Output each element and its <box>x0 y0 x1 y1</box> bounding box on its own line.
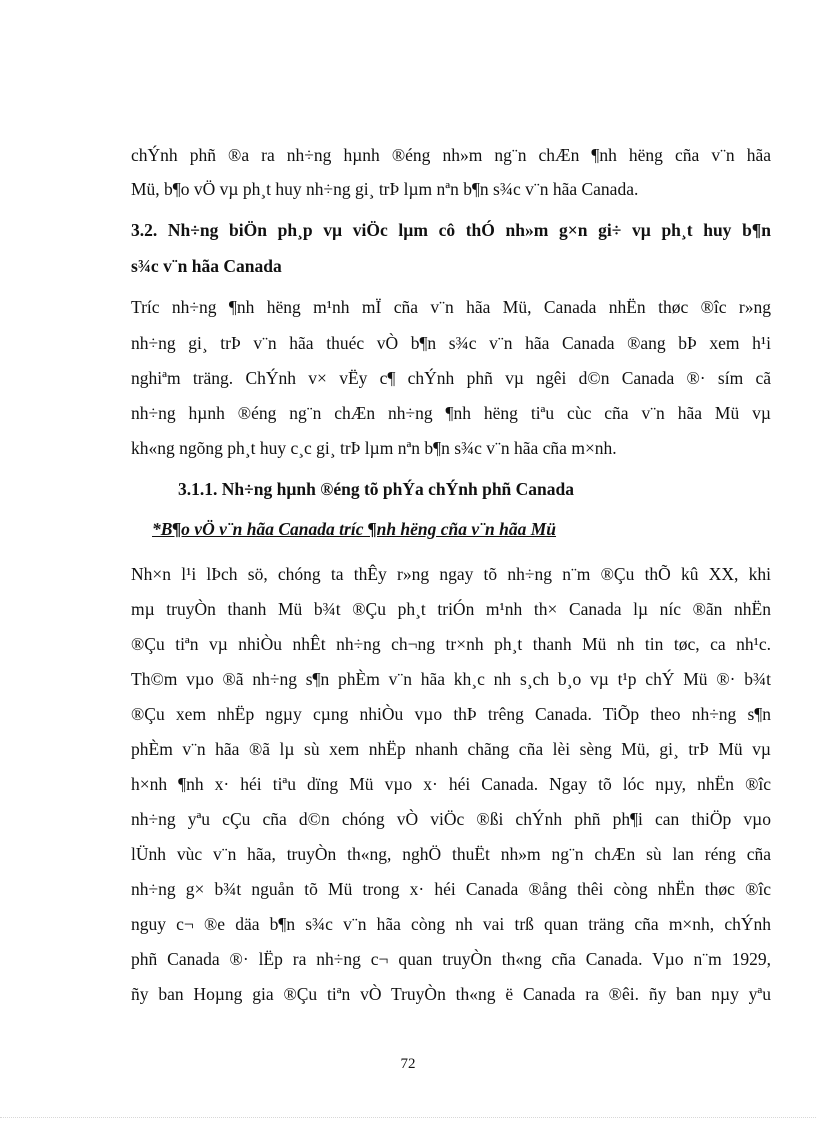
body-text-line: chÝnh phñ ®a ra nh÷ng hµnh ®éng nh»m ng¨n chÆn ¶nh hëng cña v¨n hãa <box>131 145 771 165</box>
body-text-line: nghiªm träng. ChÝnh v× vËy c¶ chÝnh phñ vµ ngêi d©n Canada ®· sím cã <box>131 368 771 388</box>
page-number: 72 <box>400 1056 416 1072</box>
body-text-line: ®Çu tiªn vµ nhiÒu nhÊt nh÷ng ch¬ng tr×nh ph¸t thanh Mü nh tin tøc, ca nh¹c. <box>131 634 771 654</box>
body-text-line: phñ Canada ®· lËp ra nh÷ng c¬ quan truyÒn th«ng cña Canada. Vµo n¨m 1929, <box>131 949 771 969</box>
section-heading-cont: s¾c v¨n hãa Canada <box>131 256 282 276</box>
section-heading: 3.2. Nh÷ng biÖn ph¸p vµ viÖc lµm cô thÓ nh»m g×n gi÷ vµ ph¸t huy b¶n <box>131 220 771 240</box>
body-text-line: Tríc nh÷ng ¶nh hëng m¹nh mÏ cña v¨n hãa Mü, Canada nhËn thøc ®îc r»ng <box>131 297 771 317</box>
body-text-line: Mü, b¶o vÖ vµ ph¸t huy nh÷ng gi¸ trÞ lµm nªn b¶n s¾c v¨n hãa Canada. <box>131 179 639 199</box>
body-text-line: phÈm v¨n hãa ®ã lµ sù xem nhËp nhanh chãng cña lèi sèng Mü, gi¸ trÞ Mü vµ <box>131 739 771 759</box>
body-text-line: Th©m vµo ®ã nh÷ng s¶n phÈm v¨n hãa kh¸c nh s¸ch b¸o vµ t¹p chÝ Mü ®· b¾t <box>131 669 771 689</box>
body-text-line: ñy ban Hoµng gia ®Çu tiªn vÒ TruyÒn th«ng ë Canada ra ®êi. ñy ban nµy yªu <box>131 984 771 1004</box>
body-text-line: Nh×n l¹i lÞch sö, chóng ta thÊy r»ng ngay tõ nh÷ng n¨m ®Çu thÕ kû XX, khi <box>131 564 771 584</box>
body-text-line: nh÷ng g× b¾t nguån tõ Mü trong x· héi Canada ®ång thêi còng nhËn thøc ®îc <box>131 879 771 899</box>
body-text-line: nh÷ng hµnh ®éng ng¨n chÆn nh÷ng ¶nh hëng tiªu cùc cña v¨n hãa Mü vµ <box>131 403 771 423</box>
italic-subheading: *B¶o vÖ v¨n hãa Canada tríc ¶nh hëng cña v¨n hãa Mü <box>152 519 557 539</box>
body-text-line: nh÷ng gi¸ trÞ v¨n hãa thuéc vÒ b¶n s¾c v¨n hãa Canada ®ang bÞ xem h¹i <box>131 333 771 353</box>
subsection-heading: 3.1.1. Nh÷ng hµnh ®éng tõ phÝa chÝnh phñ Canada <box>178 479 575 499</box>
page-bottom-edge <box>0 1117 816 1118</box>
body-text-line: kh«ng ngõng ph¸t huy c¸c gi¸ trÞ lµm nªn b¶n s¾c v¨n hãa cña m×nh. <box>131 438 617 458</box>
body-text-line: h×nh ¶nh x· héi tiªu dïng Mü vµo x· héi Canada. Ngay tõ lóc nµy, nhËn ®îc <box>131 774 771 794</box>
body-text-line: ®Çu xem nhËp ngµy cµng nhiÒu vµo thÞ trêng Canada. TiÕp theo nh÷ng s¶n <box>131 704 771 724</box>
body-text-line: mµ truyÒn thanh Mü b¾t ®Çu ph¸t triÓn m¹nh th× Canada lµ níc ®ãn nhËn <box>131 599 771 619</box>
body-text-line: lÜnh vùc v¨n hãa, truyÒn th«ng, nghÖ thuËt nh»m ng¨n chÆn sù lan réng cña <box>131 844 771 864</box>
body-text-line: nguy c¬ ®e däa b¶n s¾c v¨n hãa còng nh vai trß quan träng cña m×nh, chÝnh <box>131 914 771 934</box>
body-text-line: nh÷ng yªu cÇu cña d©n chóng vÒ viÖc ®ßi chÝnh phñ ph¶i can thiÖp vµo <box>131 809 771 829</box>
